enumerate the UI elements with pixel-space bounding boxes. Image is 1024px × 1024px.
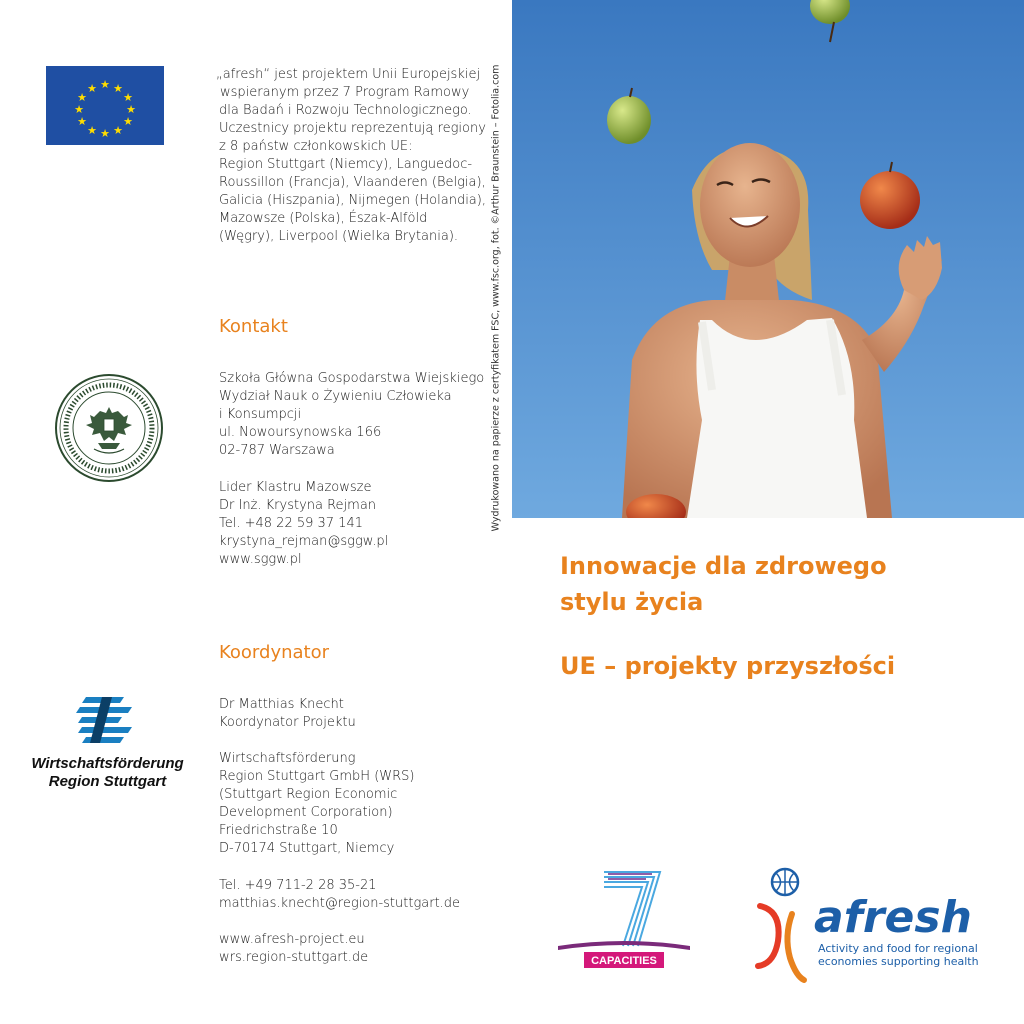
svg-text:★: ★ bbox=[74, 103, 84, 116]
org-line: Development Corporation) bbox=[219, 805, 393, 820]
intro-line: Roussillon (Francja), Vlaanderen (Belgia), bbox=[219, 175, 486, 190]
address-line: Szkoła Główna Gospodarstwa Wiejskiego bbox=[219, 371, 485, 386]
intro-line: wspieranym przez 7 Program Ramowy bbox=[220, 85, 470, 100]
svg-text:★: ★ bbox=[123, 115, 133, 128]
website-link[interactable]: www.afresh-project.eu bbox=[219, 932, 365, 947]
koordynator-org bbox=[219, 750, 415, 858]
intro-line: z 8 państw członkowskich UE: bbox=[219, 139, 413, 154]
person-line: Koordynator Projektu bbox=[219, 715, 356, 730]
phone-line: Tel. +49 711-2 28 35-21 bbox=[219, 878, 377, 893]
intro-line: dla Badań i Rozwoju Technologicznego. bbox=[219, 103, 472, 118]
title-line-2: stylu życia bbox=[560, 588, 704, 616]
koordynator-heading: Koordynator bbox=[219, 642, 330, 663]
svg-text:★: ★ bbox=[100, 127, 110, 140]
sggw-seal-logo bbox=[54, 373, 164, 483]
title-line-3: UE – projekty przyszłości bbox=[560, 652, 896, 680]
email-link[interactable]: krystyna_rejman@sggw.pl bbox=[219, 534, 389, 549]
contact-line: Dr Inż. Krystyna Rejman bbox=[219, 498, 377, 513]
svg-text:★: ★ bbox=[126, 103, 136, 116]
intro-line: Uczestnicy projektu reprezentują regiony bbox=[219, 121, 486, 136]
website-link[interactable]: wrs.region-stuttgart.de bbox=[219, 950, 369, 965]
afresh-tagline-line2: economies supporting health bbox=[818, 955, 979, 968]
wrs-mark-icon bbox=[20, 695, 195, 747]
address-line: Wydział Nauk o Żywieniu Człowieka bbox=[219, 389, 452, 404]
wrs-logo-line1: Wirtschaftsförderung bbox=[31, 755, 184, 772]
intro-paragraph bbox=[216, 66, 486, 246]
photo-credit-text: Wydrukowano na papierze z certyfikatem FSC, www.fsc.org, fot. ©Arthur Braunstein – Fotolia.com bbox=[490, 64, 502, 532]
intro-line: „afresh“ jest projektem Unii Europejskiej bbox=[216, 67, 481, 82]
svg-text:★: ★ bbox=[77, 91, 87, 104]
org-line: Friedrichstraße 10 bbox=[219, 823, 338, 838]
wrs-logo-line2: Region Stuttgart bbox=[48, 773, 167, 790]
svg-text:★: ★ bbox=[113, 124, 123, 137]
org-line: Wirtschaftsförderung bbox=[219, 751, 356, 766]
org-line: Region Stuttgart GmbH (WRS) bbox=[219, 769, 415, 784]
afresh-figure-icon bbox=[752, 866, 812, 986]
koordynator-web bbox=[219, 931, 368, 967]
svg-text:★: ★ bbox=[113, 82, 123, 95]
intro-line: Mazowsze (Polska), Észak-Alföld bbox=[219, 211, 428, 226]
address-line: ul. Nowoursynowska 166 bbox=[219, 425, 382, 440]
intro-line: Region Stuttgart (Niemcy), Languedoc- bbox=[219, 157, 473, 172]
koordynator-contact bbox=[219, 877, 460, 913]
afresh-tagline bbox=[818, 942, 979, 968]
wrs-logo bbox=[20, 695, 195, 790]
org-line: (Stuttgart Region Economic bbox=[219, 787, 398, 802]
kontakt-heading: Kontakt bbox=[219, 316, 288, 337]
afresh-name: afresh bbox=[814, 892, 972, 943]
photo-credit bbox=[478, 64, 514, 532]
email-link[interactable]: matthias.knecht@region-stuttgart.de bbox=[219, 896, 461, 911]
address-line: 02-787 Warszawa bbox=[219, 443, 335, 458]
afresh-logo bbox=[752, 866, 982, 986]
person-line: Dr Matthias Knecht bbox=[219, 697, 344, 712]
org-line: D-70174 Stuttgart, Niemcy bbox=[219, 841, 395, 856]
svg-text:★: ★ bbox=[87, 82, 97, 95]
address-line: i Konsumpcji bbox=[219, 407, 302, 422]
koordynator-person bbox=[219, 696, 356, 732]
eu-flag-logo bbox=[46, 66, 164, 145]
hero-photo bbox=[512, 0, 1024, 518]
title-line-1: Innowacje dla zdrowego bbox=[560, 552, 887, 580]
contact-line: Tel. +48 22 59 37 141 bbox=[219, 516, 364, 531]
kontakt-person bbox=[219, 479, 388, 569]
svg-text:★: ★ bbox=[87, 124, 97, 137]
svg-text:★: ★ bbox=[100, 78, 110, 91]
website-link[interactable]: www.sggw.pl bbox=[219, 552, 302, 567]
intro-line: (Węgry), Liverpool (Wielka Brytania). bbox=[219, 229, 459, 244]
fp7-label: CAPACITIES bbox=[591, 955, 657, 967]
svg-text:★: ★ bbox=[77, 115, 87, 128]
kontakt-address bbox=[219, 370, 484, 460]
contact-line: Lider Klastru Mazowsze bbox=[219, 480, 372, 495]
afresh-tagline-line1: Activity and food for regional bbox=[818, 942, 978, 955]
intro-line: Galicia (Hiszpania), Nijmegen (Holandia), bbox=[219, 193, 486, 208]
fp7-capacities-logo bbox=[556, 866, 692, 970]
title-block bbox=[560, 548, 1000, 684]
svg-text:★: ★ bbox=[123, 91, 133, 104]
